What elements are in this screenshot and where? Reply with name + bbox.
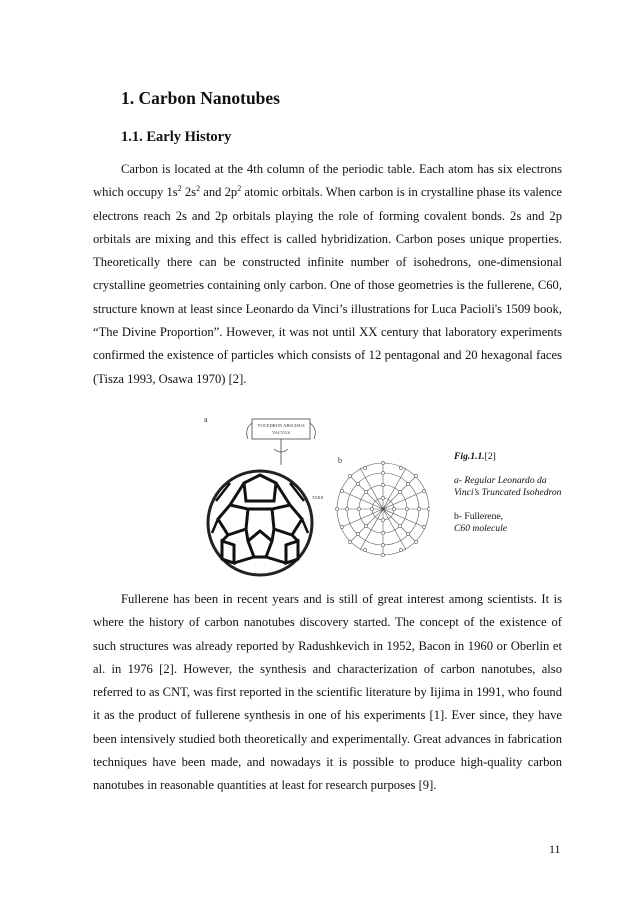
fullerene-figure <box>200 413 430 583</box>
caption-line-b-prefix: b- Fullerene, <box>454 510 504 522</box>
paragraph2-text: Fullerene has been in recent years and is still of great interest among scientists. It is where the history of carbon nanotubes discovery started. The concept of the existence of such structures was already reported by Radushkevich in 1952, Bacon in 1960 or Oberlin et al. in 1976 [2]. However, the synthesis and characterization of carbon nanotubes, also referred to as CNT, was first reported in the scientific literature by Iijima in 1991, who found it as the product of fullerene synthesis in one of his experiments [1]. Ever since, they have been intensively studied both theoretically and experimentally. Great advances in fabrication techniques have been made, and nowadays it is possible to produce high-quality carbon nanotubes in reasonable quantities at least for research purposes [9]. <box>93 592 562 793</box>
chapter-heading: 1. Carbon Nanotubes <box>121 88 280 108</box>
figure-label-a: a <box>204 415 208 424</box>
davinci-truncated-icosahedron <box>208 471 312 575</box>
caption-title: Fig.1.1. <box>454 451 485 462</box>
banner-text-line2: VACVUS <box>272 430 290 435</box>
paragraph1-text-a: Carbon is located at the 4th column of the periodic table. Each atom has six electrons which occupy 1s <box>93 162 562 200</box>
figure-label-b: b <box>338 456 342 465</box>
paragraph-fullerene-history <box>93 588 562 798</box>
banner-text-line1: VOCEDRON ABSCISUS <box>257 423 305 428</box>
paragraph1-text-b: 2s <box>181 185 197 200</box>
superscript-2: 2 <box>196 184 201 194</box>
caption-line-b-rest: C60 molecule <box>454 523 508 534</box>
paragraph1-text-c: and 2p <box>200 185 238 200</box>
caption-reference: [2] <box>484 451 496 462</box>
paragraph-early-history <box>93 158 562 391</box>
c60-fullerene-molecule <box>335 461 430 556</box>
superscript-1: 2 <box>177 184 182 194</box>
caption-line-a: a- Regular Leonardo da Vinci’s Truncated Isohedron <box>454 474 562 498</box>
plate-number: XXIIII <box>312 495 324 500</box>
banner-illustration <box>247 419 316 465</box>
page-number: 11 <box>549 842 561 856</box>
section-heading: 1.1. Early History <box>121 129 232 145</box>
superscript-3: 2 <box>237 184 242 194</box>
figure-caption <box>454 451 564 536</box>
paragraph1-text-d: atomic orbitals. When carbon is in crystalline phase its valence electrons reach 2s and 2p orbitals playing the role of forming covalent bonds. 2s and 2p orbitals are mixing and this effect is called hybridization. Carbon poses unique properties. Theoretically there can be constructed infinite number of isohedrons, one-dimensional crystalline geometries containing only carbon. One of those geometries is the fullerene, C60, structure known at least since Leonardo da Vinci’s illustrations for Luca Pacioli's 1509 book, “The Divine Proportion”. However, it was not until XX century that laboratory experiments confirmed the existence of particles which consists of 12 pentagonal and 20 hexagonal faces (Tisza 1993, Osawa 1970) [2]. <box>93 185 562 386</box>
